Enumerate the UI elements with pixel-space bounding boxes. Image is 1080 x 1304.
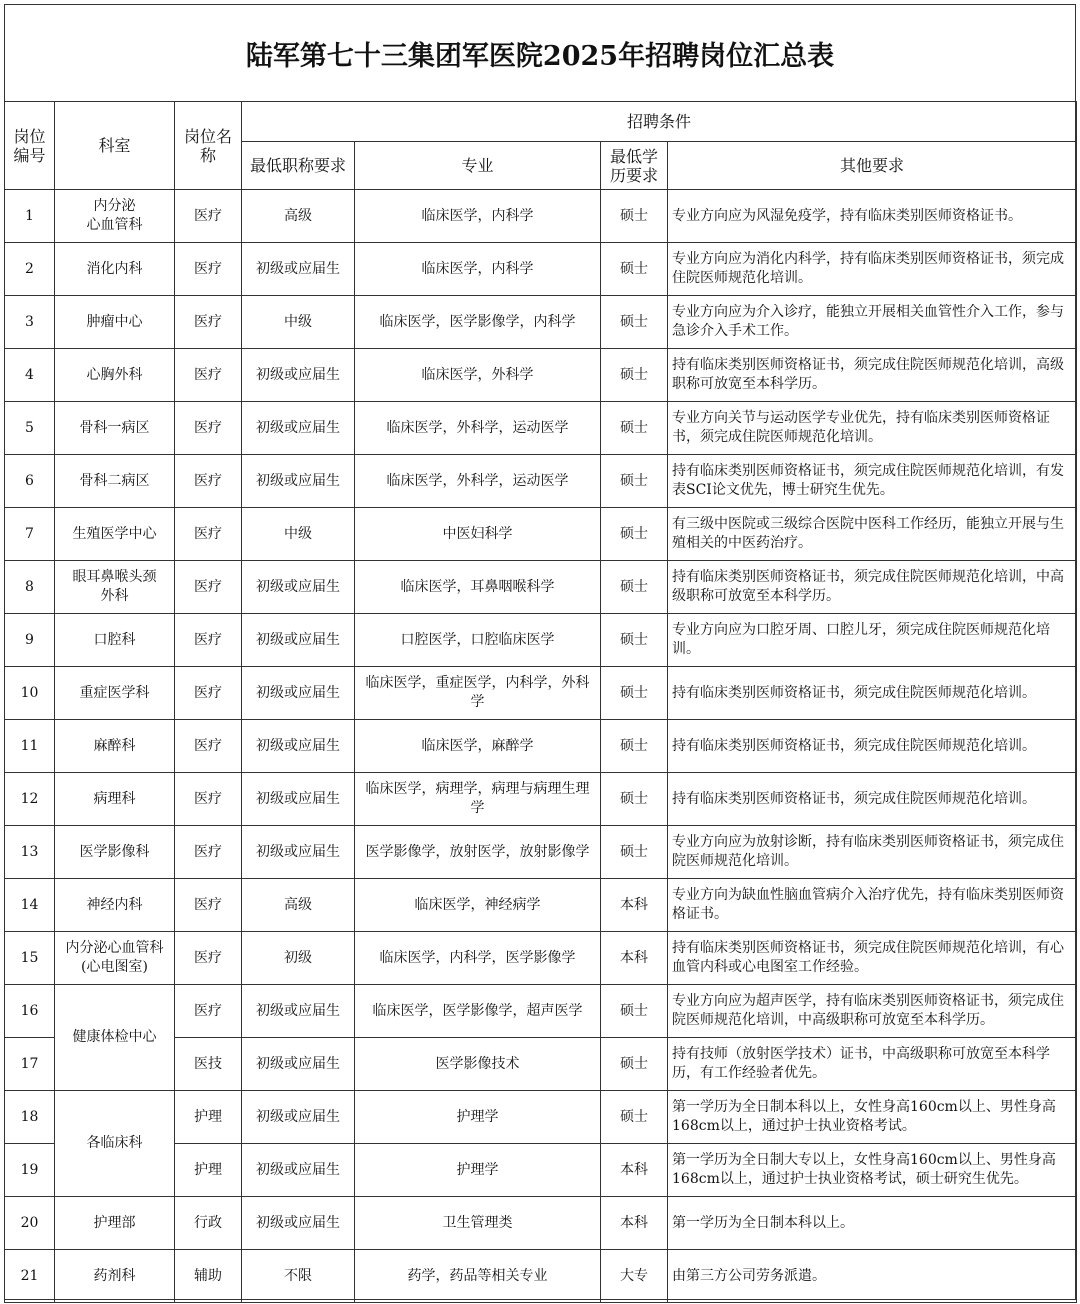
cell-post-no: 1	[5, 190, 55, 243]
cell-post-name: 辅助	[175, 1250, 242, 1303]
cell-post-name: 护理	[175, 1144, 242, 1197]
header-major: 专业	[355, 142, 601, 190]
cell-department: 骨科一病区	[55, 402, 175, 455]
cell-post-name: 行政	[175, 1197, 242, 1250]
table-row	[5, 826, 1077, 879]
cell-post-no: 17	[5, 1038, 55, 1091]
cell-other-requirements: 第一学历为全日制本科以上，女性身高160cm以上、男性身高168cm以上，通过护士执业资格考试。	[668, 1091, 1077, 1144]
cell-education: 硕士	[601, 190, 668, 243]
cell-major: 中医妇科学	[355, 508, 601, 561]
cell-title-requirement: 初级或应届生	[242, 455, 355, 508]
cell-major: 临床医学，麻醉学	[355, 720, 601, 773]
cell-education: 硕士	[601, 826, 668, 879]
cell-department: 重症医学科	[55, 667, 175, 720]
cell-education: 硕士	[601, 1091, 668, 1144]
table-row	[5, 296, 1077, 349]
cell-post-no: 20	[5, 1197, 55, 1250]
cell-department: 内分泌心血管科 (心电图室)	[55, 932, 175, 985]
cell-post-name: 医疗	[175, 985, 242, 1038]
cell-title-requirement: 初级	[242, 932, 355, 985]
cell-post-name: 医疗	[175, 402, 242, 455]
cell-education: 硕士	[601, 667, 668, 720]
cell-education: 硕士	[601, 455, 668, 508]
cell-other-requirements: 有三级中医院或三级综合医院中医科工作经历，能独立开展与生殖相关的中医药治疗。	[668, 508, 1077, 561]
cell-other-requirements: 持有临床类别医师资格证书，须完成住院医师规范化培训。	[668, 667, 1077, 720]
cell-title-requirement: 初级或应届生	[242, 773, 355, 826]
cell-major: 临床医学，内科学	[355, 190, 601, 243]
table-row	[5, 402, 1077, 455]
cell-title-requirement: 初级或应届生	[242, 561, 355, 614]
cell-department: 内分泌 心血管科	[55, 190, 175, 243]
cell-title-requirement: 初级或应届生	[242, 614, 355, 667]
cell-post-no: 12	[5, 773, 55, 826]
cell-other-requirements: 第一学历为全日制本科以上。	[668, 1197, 1077, 1250]
table-row	[5, 190, 1077, 243]
cell-title-requirement: 初级或应届生	[242, 1197, 355, 1250]
cell-title-requirement: 初级或应届生	[242, 349, 355, 402]
table-row	[5, 1197, 1077, 1250]
header-other-requirements: 其他要求	[668, 142, 1077, 190]
table-row	[5, 985, 1077, 1038]
cell-department: 眼耳鼻喉头颈 外科	[55, 561, 175, 614]
cell-department: 医学影像科	[55, 826, 175, 879]
cell-post-name: 医疗	[175, 243, 242, 296]
cell-major: 医学影像学，放射医学，放射影像学	[355, 826, 601, 879]
cell-title-requirement: 高级	[242, 879, 355, 932]
cell-title-requirement: 初级或应届生	[242, 243, 355, 296]
cell-other-requirements: 专业方向关节与运动医学专业优先，持有临床类别医师资格证书，须完成住院医师规范化培训。	[668, 402, 1077, 455]
cell-education: 硕士	[601, 349, 668, 402]
header-recruitment-conditions: 招聘条件	[242, 102, 1077, 142]
cell-post-no: 9	[5, 614, 55, 667]
cell-major: 临床医学，外科学，运动医学	[355, 455, 601, 508]
cell-education: 硕士	[601, 614, 668, 667]
cell-department: 各临床科	[55, 1091, 175, 1197]
cell-education: 硕士	[601, 508, 668, 561]
table-row	[5, 932, 1077, 985]
cell-title-requirement: 初级或应届生	[242, 1038, 355, 1091]
cell-post-no: 18	[5, 1091, 55, 1144]
table-row	[5, 349, 1077, 402]
cell-other-requirements: 由第三方公司劳务派遣。	[668, 1250, 1077, 1303]
cell-education: 本科	[601, 932, 668, 985]
table-row	[5, 455, 1077, 508]
header-post-name: 岗位名称	[175, 102, 242, 190]
cell-department: 神经内科	[55, 879, 175, 932]
cell-title-requirement: 初级或应届生	[242, 1144, 355, 1197]
table-row	[5, 1091, 1077, 1144]
cell-other-requirements: 专业方向应为放射诊断，持有临床类别医师资格证书，须完成住院医师规范化培训。	[668, 826, 1077, 879]
cell-major: 临床医学，耳鼻咽喉科学	[355, 561, 601, 614]
cell-education: 硕士	[601, 296, 668, 349]
cell-education: 硕士	[601, 720, 668, 773]
cell-post-no: 3	[5, 296, 55, 349]
cell-post-no: 8	[5, 561, 55, 614]
cell-major: 临床医学，外科学	[355, 349, 601, 402]
cell-other-requirements: 持有临床类别医师资格证书，须完成住院医师规范化培训，有发表SCI论文优先，博士研究生优先。	[668, 455, 1077, 508]
cell-education: 本科	[601, 879, 668, 932]
cell-department: 麻醉科	[55, 720, 175, 773]
cell-department: 骨科二病区	[55, 455, 175, 508]
cell-title-requirement: 初级或应届生	[242, 720, 355, 773]
cell-major: 临床医学，外科学，运动医学	[355, 402, 601, 455]
table-row	[5, 614, 1077, 667]
cell-major: 卫生管理类	[355, 1197, 601, 1250]
cell-title-requirement: 高级	[242, 190, 355, 243]
cell-major: 临床医学，神经病学	[355, 879, 601, 932]
cell-title-requirement: 中级	[242, 296, 355, 349]
cell-major: 临床医学，内科学，医学影像学	[355, 932, 601, 985]
cell-post-no: 6	[5, 455, 55, 508]
cell-title-requirement: 初级或应届生	[242, 826, 355, 879]
cell-post-no: 15	[5, 932, 55, 985]
cell-post-name: 医疗	[175, 720, 242, 773]
cell-other-requirements: 持有临床类别医师资格证书，须完成住院医师规范化培训，有心血管内科或心电图室工作经验。	[668, 932, 1077, 985]
cell-education: 大专	[601, 1250, 668, 1303]
cell-post-name: 医疗	[175, 614, 242, 667]
cell-department: 心胸外科	[55, 349, 175, 402]
cell-title-requirement: 初级或应届生	[242, 667, 355, 720]
cell-major: 医学影像技术	[355, 1038, 601, 1091]
cell-post-no: 2	[5, 243, 55, 296]
table-row	[5, 561, 1077, 614]
cell-major: 临床医学，内科学	[355, 243, 601, 296]
cell-other-requirements: 专业方向应为消化内科学，持有临床类别医师资格证书，须完成住院医师规范化培训。	[668, 243, 1077, 296]
cell-major: 临床医学，医学影像学，内科学	[355, 296, 601, 349]
table-row	[5, 508, 1077, 561]
cell-post-name: 医疗	[175, 667, 242, 720]
header-title-requirement: 最低职称要求	[242, 142, 355, 190]
cell-department: 药剂科	[55, 1250, 175, 1303]
cell-post-name: 护理	[175, 1091, 242, 1144]
table-row	[5, 879, 1077, 932]
cell-education: 硕士	[601, 402, 668, 455]
cell-post-no: 13	[5, 826, 55, 879]
cell-education: 硕士	[601, 243, 668, 296]
cell-post-no: 14	[5, 879, 55, 932]
table-row	[5, 243, 1077, 296]
page-title: 陆军第七十三集团军医院2025年招聘岗位汇总表	[245, 40, 835, 72]
header-post-no: 岗位编号	[5, 102, 55, 190]
cell-other-requirements: 持有临床类别医师资格证书，须完成住院医师规范化培训，中高级职称可放宽至本科学历。	[668, 561, 1077, 614]
cell-post-no: 11	[5, 720, 55, 773]
cell-major: 护理学	[355, 1091, 601, 1144]
cell-department: 消化内科	[55, 243, 175, 296]
cell-post-no: 10	[5, 667, 55, 720]
cell-department: 肿瘤中心	[55, 296, 175, 349]
cell-post-no: 7	[5, 508, 55, 561]
cell-department: 生殖医学中心	[55, 508, 175, 561]
cell-post-name: 医疗	[175, 879, 242, 932]
cell-post-name: 医疗	[175, 508, 242, 561]
cell-other-requirements: 专业方向应为介入诊疗，能独立开展相关血管性介入工作，参与急诊介入手术工作。	[668, 296, 1077, 349]
cell-education: 硕士	[601, 985, 668, 1038]
table-row	[5, 1250, 1077, 1303]
cell-other-requirements: 专业方向为缺血性脑血管病介入治疗优先，持有临床类别医师资格证书。	[668, 879, 1077, 932]
cell-post-name: 医疗	[175, 773, 242, 826]
cell-department: 病理科	[55, 773, 175, 826]
cell-post-name: 医技	[175, 1038, 242, 1091]
cell-title-requirement: 初级或应届生	[242, 1091, 355, 1144]
cell-major: 临床医学，重症医学，内科学，外科学	[355, 667, 601, 720]
cell-other-requirements: 专业方向应为超声医学，持有临床类别医师资格证书，须完成住院医师规范化培训，中高级职称可放宽至本科学历。	[668, 985, 1077, 1038]
cell-other-requirements: 专业方向应为口腔牙周、口腔儿牙，须完成住院医师规范化培训。	[668, 614, 1077, 667]
cell-post-name: 医疗	[175, 826, 242, 879]
cell-title-requirement: 初级或应届生	[242, 402, 355, 455]
cell-other-requirements: 第一学历为全日制大专以上，女性身高160cm以上、男性身高168cm以上，通过护士执业资格考试，硕士研究生优先。	[668, 1144, 1077, 1197]
cell-other-requirements: 持有临床类别医师资格证书，须完成住院医师规范化培训。	[668, 720, 1077, 773]
cell-post-name: 医疗	[175, 932, 242, 985]
cell-post-no: 4	[5, 349, 55, 402]
cell-education: 硕士	[601, 1038, 668, 1091]
table-row	[5, 720, 1077, 773]
cell-other-requirements: 专业方向应为风湿免疫学，持有临床类别医师资格证书。	[668, 190, 1077, 243]
table-row	[5, 773, 1077, 826]
cell-post-no: 5	[5, 402, 55, 455]
cell-other-requirements: 持有技师（放射医学技术）证书，中高级职称可放宽至本科学历，有工作经验者优先。	[668, 1038, 1077, 1091]
cell-post-name: 医疗	[175, 561, 242, 614]
cell-major: 临床医学，医学影像学，超声医学	[355, 985, 601, 1038]
cell-other-requirements: 持有临床类别医师资格证书，须完成住院医师规范化培训。	[668, 773, 1077, 826]
cell-education: 本科	[601, 1197, 668, 1250]
cell-education: 硕士	[601, 561, 668, 614]
cell-post-no: 21	[5, 1250, 55, 1303]
cell-education: 本科	[601, 1144, 668, 1197]
cell-department: 健康体检中心	[55, 985, 175, 1091]
cell-major: 护理学	[355, 1144, 601, 1197]
cell-department: 口腔科	[55, 614, 175, 667]
cell-major: 口腔医学，口腔临床医学	[355, 614, 601, 667]
cell-post-name: 医疗	[175, 296, 242, 349]
cell-post-name: 医疗	[175, 190, 242, 243]
cell-other-requirements: 持有临床类别医师资格证书，须完成住院医师规范化培训，高级职称可放宽至本科学历。	[668, 349, 1077, 402]
cell-post-name: 医疗	[175, 349, 242, 402]
cell-title-requirement: 中级	[242, 508, 355, 561]
cell-title-requirement: 初级或应届生	[242, 985, 355, 1038]
cell-post-no: 19	[5, 1144, 55, 1197]
table-body	[5, 190, 1077, 1303]
cell-major: 临床医学，病理学，病理与病理生理学	[355, 773, 601, 826]
header-education: 最低学历要求	[601, 142, 668, 190]
table-row	[5, 667, 1077, 720]
cell-department: 护理部	[55, 1197, 175, 1250]
cell-post-no: 16	[5, 985, 55, 1038]
cell-title-requirement: 不限	[242, 1250, 355, 1303]
cell-post-name: 医疗	[175, 455, 242, 508]
header-department: 科室	[55, 102, 175, 190]
recruitment-table	[4, 101, 1077, 1303]
cell-education: 硕士	[601, 773, 668, 826]
cell-major: 药学，药品等相关专业	[355, 1250, 601, 1303]
